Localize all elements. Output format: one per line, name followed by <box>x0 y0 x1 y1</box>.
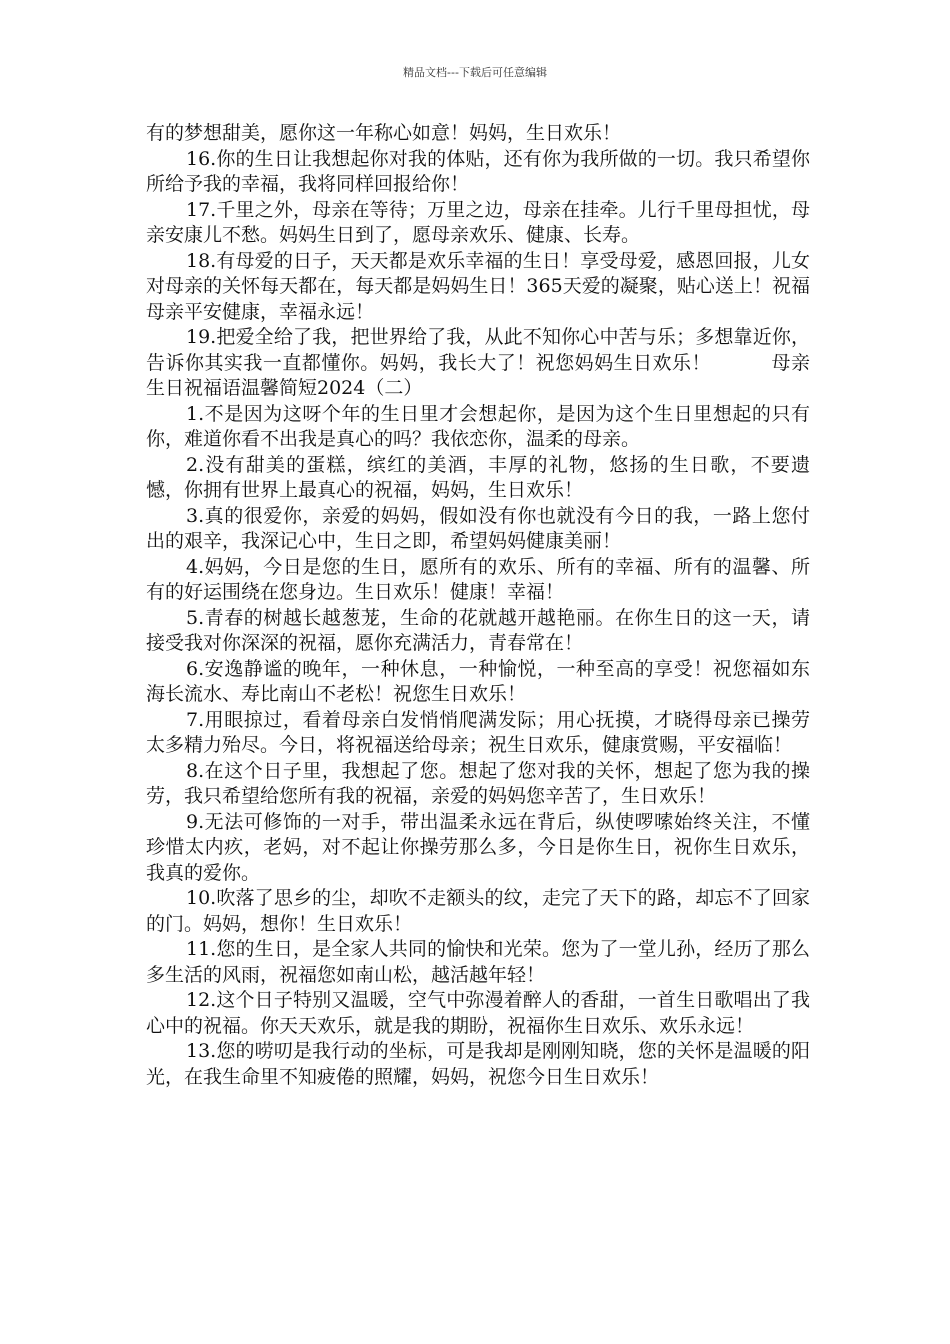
paragraph: 9.无法可修饰的一对手，带出温柔永远在背后，纵使啰嗦始终关注，不懂珍惜太内疚，老妈，对不起让你操劳那么多，今日是你生日，祝你生日欢乐，我真的爱你。 <box>146 810 810 884</box>
paragraph: 5.青春的树越长越葱茏，生命的花就越开越艳丽。在你生日的这一天，请接受我对你深深的祝福，愿你充满活力，青春常在！ <box>146 606 810 654</box>
paragraph: 12.这个日子特别又温暖，空气中弥漫着醉人的香甜，一首生日歌唱出了我心中的祝福。你天天欢乐，就是我的期盼，祝福你生日欢乐、欢乐永远！ <box>146 989 810 1037</box>
paragraph: 有的梦想甜美，愿你这一年称心如意！妈妈，生日欢乐！ <box>146 122 622 144</box>
paragraph: 13.您的唠叨是我行动的坐标，可是我却是刚刚知晓，您的关怀是温暖的阳光，在我生命里不知疲倦的照耀，妈妈，祝您今日生日欢乐！ <box>146 1040 810 1088</box>
paragraph: 1.不是因为这呀个年的生日里才会想起你，是因为这个生日里想起的只有你，难道你看不出我是真心的吗？我依恋你，温柔的母亲。 <box>146 402 810 450</box>
paragraph: 11.您的生日，是全家人共同的愉快和光荣。您为了一堂儿孙，经历了那么多生活的风雨，祝福您如南山松，越活越年轻！ <box>146 938 810 986</box>
paragraph-with-heading <box>146 325 810 402</box>
paragraph: 6.安逸静谧的晚年，一种休息，一种愉悦，一种至高的享受！祝您福如东海长流水、寿比南山不老松！祝您生日欢乐！ <box>146 657 810 705</box>
paragraph: 7.用眼掠过，看着母亲白发悄悄爬满发际；用心抚摸，才晓得母亲已操劳太多精力殆尽。今日，将祝福送给母亲；祝生日欢乐，健康赏赐，平安福临！ <box>146 708 810 756</box>
page-header: 精品文档---下载后可任意编辑 <box>403 66 547 79</box>
paragraph: 2.没有甜美的蛋糕，缤红的美酒，丰厚的礼物，悠扬的生日歌，不要遗憾，你拥有世界上最真心的祝福，妈妈，生日欢乐！ <box>146 453 810 501</box>
paragraph-text: 19.把爱全给了我，把世界给了我，从此不知你心中苦与乐；多想靠近你，告诉你其实我一直都懂你。妈妈，我长大了！祝您妈妈生日欢乐！ <box>146 326 810 374</box>
paragraph: 18.有母爱的日子，天天都是欢乐幸福的生日！享受母爱，感恩回报，儿女对母亲的关怀每天都在，每天都是妈妈生日！365天爱的凝聚，贴心送上！祝福母亲平安健康，幸福永远！ <box>146 249 810 323</box>
paragraph: 8.在这个日子里，我想起了您。想起了您对我的关怀，想起了您为我的操劳，我只希望给您所有我的祝福，亲爱的妈妈您辛苦了，生日欢乐！ <box>146 759 810 807</box>
section-heading: 母亲生日祝福语温馨简短2024（二） <box>146 351 810 399</box>
paragraph: 4.妈妈，今日是您的生日，愿所有的欢乐、所有的幸福、所有的温馨、所有的好运围绕在您身边。生日欢乐！健康！幸福！ <box>146 555 810 603</box>
paragraph: 16.你的生日让我想起你对我的体贴，还有你为我所做的一切。我只希望你所给予我的幸福，我将同样回报给你！ <box>146 147 810 195</box>
paragraph: 10.吹落了思乡的尘，却吹不走额头的纹，走完了天下的路，却忘不了回家的门。妈妈，想你！生日欢乐！ <box>146 887 810 935</box>
paragraph: 17.千里之外，母亲在等待；万里之边，母亲在挂牵。儿行千里母担忧，母亲安康儿不愁。妈妈生日到了，愿母亲欢乐、健康、长寿。 <box>146 198 810 246</box>
paragraph: 3.真的很爱你，亲爱的妈妈，假如没有你也就没有今日的我，一路上您付出的艰辛，我深记心中，生日之即，希望妈妈健康美丽！ <box>146 504 810 552</box>
document-body <box>146 121 810 1090</box>
